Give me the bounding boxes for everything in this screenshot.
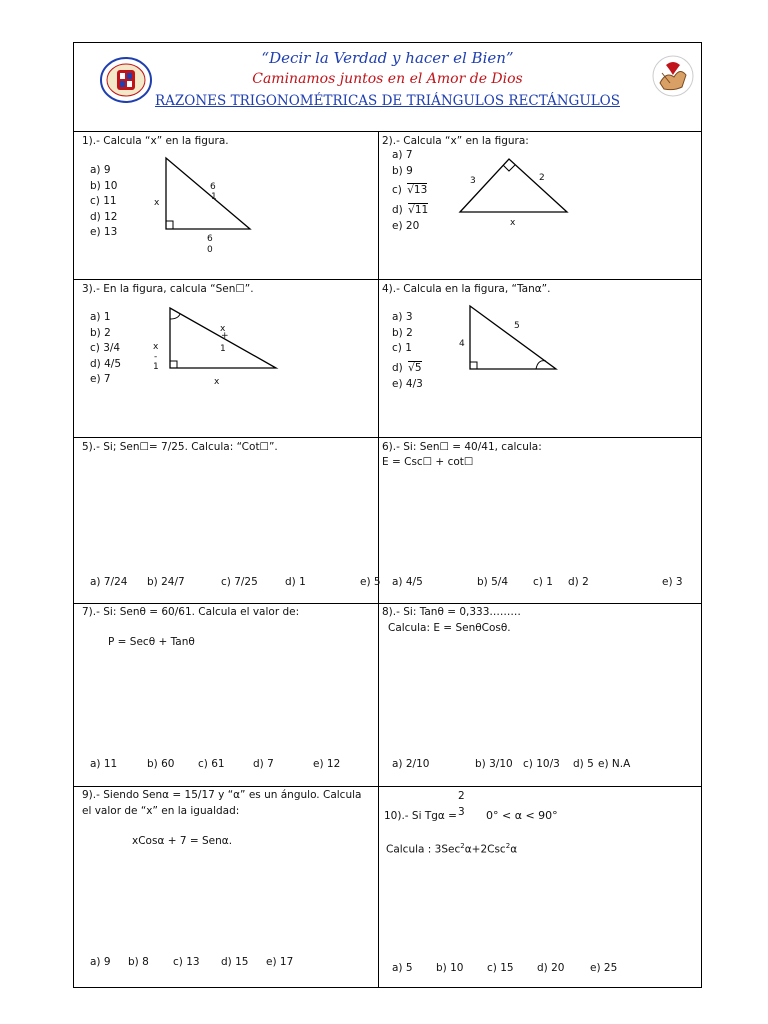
option: c) 1 <box>392 342 412 354</box>
side-label: 2 <box>539 173 545 183</box>
problem-9-equation: xCosα + 7 = Senα. <box>132 835 233 847</box>
option: a) 11 <box>90 758 118 770</box>
option: a) 7/24 <box>90 576 128 588</box>
school-motto: “Decir la Verdad y hacer el Bien” <box>261 49 514 67</box>
hyp-label: + <box>221 331 229 341</box>
problem-4-options <box>392 310 423 392</box>
option: d) 7 <box>253 758 274 770</box>
option: c) 10/3 <box>523 758 560 770</box>
base-label: 6 <box>207 234 213 244</box>
problem-5-question: 5).- Si; Sen☐= 7/25. Calcula: “Cot☐”. <box>82 441 278 453</box>
fraction-numerator: 2 <box>458 790 465 802</box>
worksheet <box>73 42 702 988</box>
problem-5-options <box>90 576 381 590</box>
problem-3-triangle <box>150 303 290 393</box>
option: d) 5 <box>573 758 594 770</box>
problem-6-expression: E = Csc☐ + cot☐ <box>382 456 474 468</box>
option: c) 61 <box>198 758 225 770</box>
option: b) 10 <box>90 179 118 192</box>
option: b) 8 <box>128 956 149 968</box>
hyp-label: 6 <box>210 182 216 192</box>
option: d) √5 <box>392 361 422 374</box>
problem-2-options <box>392 148 428 235</box>
divider <box>74 279 701 280</box>
side-label: 1 <box>153 362 159 372</box>
side-label: - <box>154 352 158 362</box>
problem-6-question: 6).- Si: Sen☐ = 40/41, calcula: <box>382 441 542 453</box>
base-label: x <box>214 377 220 387</box>
problem-4-triangle <box>454 301 564 381</box>
problem-2-triangle <box>454 155 574 228</box>
option: a) 9 <box>90 956 111 968</box>
option: c) 1 <box>533 576 553 588</box>
side-label: 4 <box>459 339 465 349</box>
problem-9-question: 9).- Siendo Senα = 15/17 y “α” es un ángulo. Calcula <box>82 789 362 801</box>
problem-9-question-cont: el valor de “x” en la igualdad: <box>82 805 240 817</box>
problem-4-question: 4).- Calcula en la figura, “Tanα”. <box>382 283 551 295</box>
option: e) 13 <box>90 226 118 238</box>
divider <box>74 603 701 604</box>
option: e) 3 <box>662 576 683 588</box>
option: c) √13 <box>392 184 428 196</box>
angle-range: 0° < α < 90° <box>486 809 558 822</box>
page-title: RAZONES TRIGONOMÉTRICAS DE TRIÁNGULOS RECTÁNGULOS <box>155 93 620 109</box>
option: d) √11 <box>392 204 429 216</box>
option: d) 20 <box>537 962 565 974</box>
option: c) 11 <box>90 195 117 207</box>
option: a) 7 <box>392 149 413 161</box>
option: b) 10 <box>436 962 464 974</box>
base-label: 0 <box>207 245 213 255</box>
option: e) 12 <box>313 758 341 770</box>
option: b) 9 <box>392 164 413 177</box>
option: d) 12 <box>90 210 118 223</box>
option: b) 2 <box>392 326 413 339</box>
problem-3-question: 3).- En la figura, calcula “Sen☐”. <box>82 283 254 295</box>
column-divider <box>378 131 379 987</box>
option: b) 3/10 <box>475 758 513 770</box>
option: a) 5 <box>392 962 413 974</box>
hyp-label: 5 <box>514 321 520 331</box>
option: e) 5 <box>360 576 381 588</box>
option: a) 9 <box>90 164 111 176</box>
option: c) 13 <box>173 956 200 968</box>
problem-2-question: 2).- Calcula “x” en la figura: <box>382 135 529 147</box>
option: b) 5/4 <box>477 576 508 588</box>
problem-6-options <box>392 576 692 590</box>
problem-10-question: 10).- Si Tgα = <box>384 810 457 822</box>
problem-1-triangle <box>154 153 264 253</box>
divider <box>74 437 701 438</box>
problem-9-options <box>90 956 378 970</box>
side-label: 3 <box>470 176 476 186</box>
problem-1-options <box>90 163 117 241</box>
option: d) 1 <box>285 576 306 588</box>
problem-8-question: 8).- Si: Tanθ = 0,333……… <box>382 606 521 618</box>
option: b) 24/7 <box>147 576 185 588</box>
option: a) 1 <box>90 311 111 323</box>
hyp-label: 1 <box>211 192 217 202</box>
option: c) 15 <box>487 962 514 974</box>
option: b) 2 <box>90 326 111 339</box>
fraction-denominator: 3 <box>458 806 465 818</box>
option: e) 4/3 <box>392 377 423 390</box>
divider <box>74 786 701 787</box>
option: e) N.A <box>598 758 631 770</box>
problem-3-options <box>90 310 121 388</box>
problem-8-expression: Calcula: E = SenθCosθ. <box>388 622 511 634</box>
divider <box>74 131 701 132</box>
problem-7-options <box>90 758 378 772</box>
side-label: x <box>154 198 160 208</box>
option: e) 20 <box>392 220 420 232</box>
option: c) 3/4 <box>90 342 121 354</box>
problem-8-options <box>392 758 692 772</box>
option: a) 2/10 <box>392 758 430 770</box>
option: b) 60 <box>147 758 175 770</box>
side-label: x <box>153 342 159 352</box>
problem-7-expression: P = Secθ + Tanθ <box>108 636 195 648</box>
option: a) 3 <box>392 311 413 323</box>
option: c) 7/25 <box>221 576 258 588</box>
option: d) 15 <box>221 956 249 968</box>
problem-10-options <box>392 962 692 976</box>
problem-1-question: 1).- Calcula “x” en la figura. <box>82 135 229 147</box>
problem-10-expression: Calcula : 3Sec$^2$α+2Csc$^2$α <box>386 842 518 856</box>
problem-7-question: 7).- Si: Senθ = 60/61. Calcula el valor de: <box>82 606 300 618</box>
option: d) 4/5 <box>90 357 121 370</box>
option: e) 25 <box>590 962 618 974</box>
option: e) 17 <box>266 956 294 968</box>
hyp-label: x <box>220 324 226 334</box>
option: d) 2 <box>568 576 589 588</box>
school-motto-secondary: Caminamos juntos en el Amor de Dios <box>252 71 523 87</box>
option: e) 7 <box>90 373 111 385</box>
hyp-label: 1 <box>220 344 226 354</box>
option: a) 4/5 <box>392 576 423 588</box>
base-label: x <box>510 218 516 228</box>
